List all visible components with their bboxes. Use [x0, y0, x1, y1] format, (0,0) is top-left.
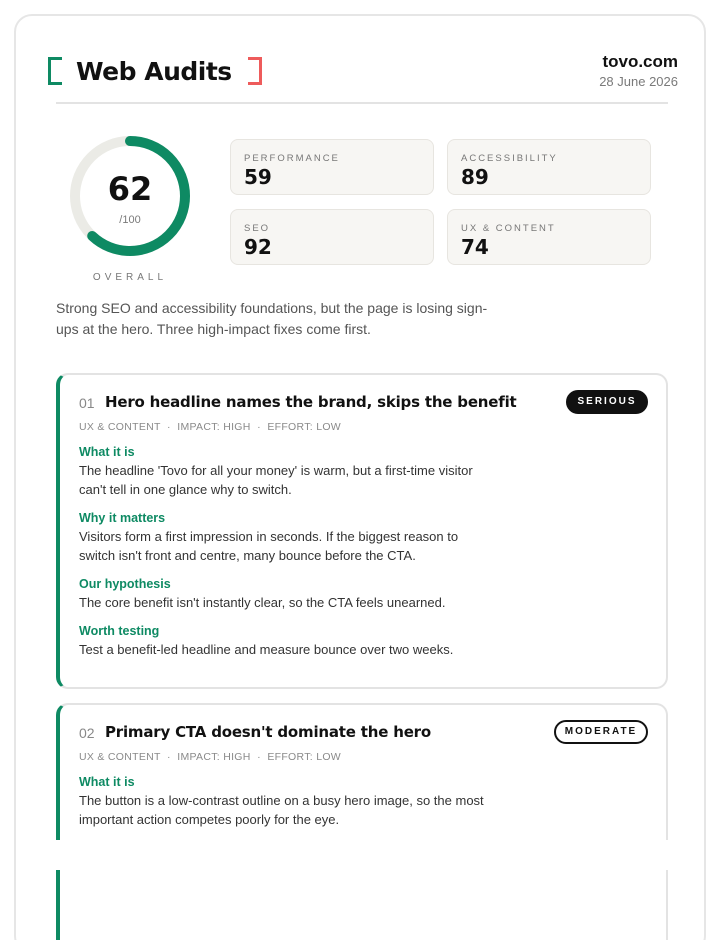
metric-label: PERFORMANCE: [244, 153, 340, 164]
report-header: [48, 52, 678, 102]
finding-number: 01: [79, 395, 95, 411]
header-divider: [56, 102, 668, 104]
metric-value: 59: [244, 165, 272, 189]
section-heading-hypothesis: Our hypothesis: [79, 577, 171, 591]
section-heading-why: Why it matters: [79, 511, 166, 525]
metric-value: 92: [244, 235, 272, 259]
overall-label: OVERALL: [92, 272, 168, 283]
site-domain: tovo.com: [602, 52, 678, 71]
finding-number: 02: [79, 725, 95, 741]
metric-card-seo: [230, 209, 434, 265]
section-heading-testing: Worth testing: [79, 624, 160, 638]
finding-card-02: [56, 703, 668, 940]
metric-value: 89: [461, 165, 489, 189]
audit-report-page: [14, 14, 706, 940]
finding-title: Hero headline names the brand, skips the benefit: [105, 393, 517, 411]
section-body-testing: Test a benefit-led headline and measure bounce over two weeks.: [79, 642, 454, 657]
metric-card-ux-content: [447, 209, 651, 265]
metric-card-performance: [230, 139, 434, 195]
section-body-what: The button is a low-contrast outline on a busy hero image, so the most important action competes poorly for the eye.: [79, 793, 484, 827]
section-body-hypothesis: The core benefit isn't instantly clear, so the CTA feels unearned.: [79, 595, 446, 610]
finding-card-01: [56, 373, 668, 689]
metric-value: 74: [461, 235, 489, 259]
section-body-why: Visitors form a first impression in seconds. If the biggest reason to switch isn't front and centre, many bounce before the CTA.: [79, 529, 459, 563]
report-title: Web Audits: [76, 56, 232, 86]
overall-score-gauge: [68, 134, 192, 258]
brand-lockup: [48, 56, 262, 86]
page-bottom-mask: [16, 840, 704, 870]
metric-card-accessibility: [447, 139, 651, 195]
metric-label: ACCESSIBILITY: [461, 153, 558, 164]
section-body-what: The headline 'Tovo for all your money' is warm, but a first-time visitor can't tell in one glance why to switch.: [79, 463, 473, 497]
section-heading-what: What it is: [79, 445, 135, 459]
audit-summary: Strong SEO and accessibility foundations, but the page is losing sign-ups at the hero. Three high-impact fixes come first.: [56, 300, 488, 337]
overall-score-denominator: /100: [119, 214, 141, 226]
left-bracket-icon: [48, 57, 62, 85]
finding-title: Primary CTA doesn't dominate the hero: [105, 723, 431, 741]
severity-badge: SERIOUS: [566, 390, 648, 414]
overall-score: 62: [107, 170, 153, 208]
metric-label: UX & CONTENT: [461, 223, 556, 234]
report-date: 28 June 2026: [599, 74, 678, 89]
section-heading-what: What it is: [79, 775, 135, 789]
metric-label: SEO: [244, 223, 271, 234]
severity-badge: MODERATE: [554, 720, 648, 744]
finding-meta: UX & CONTENT · IMPACT: HIGH · EFFORT: LOW: [79, 751, 342, 763]
finding-meta: UX & CONTENT · IMPACT: HIGH · EFFORT: LOW: [79, 421, 342, 433]
right-bracket-icon: [248, 57, 262, 85]
